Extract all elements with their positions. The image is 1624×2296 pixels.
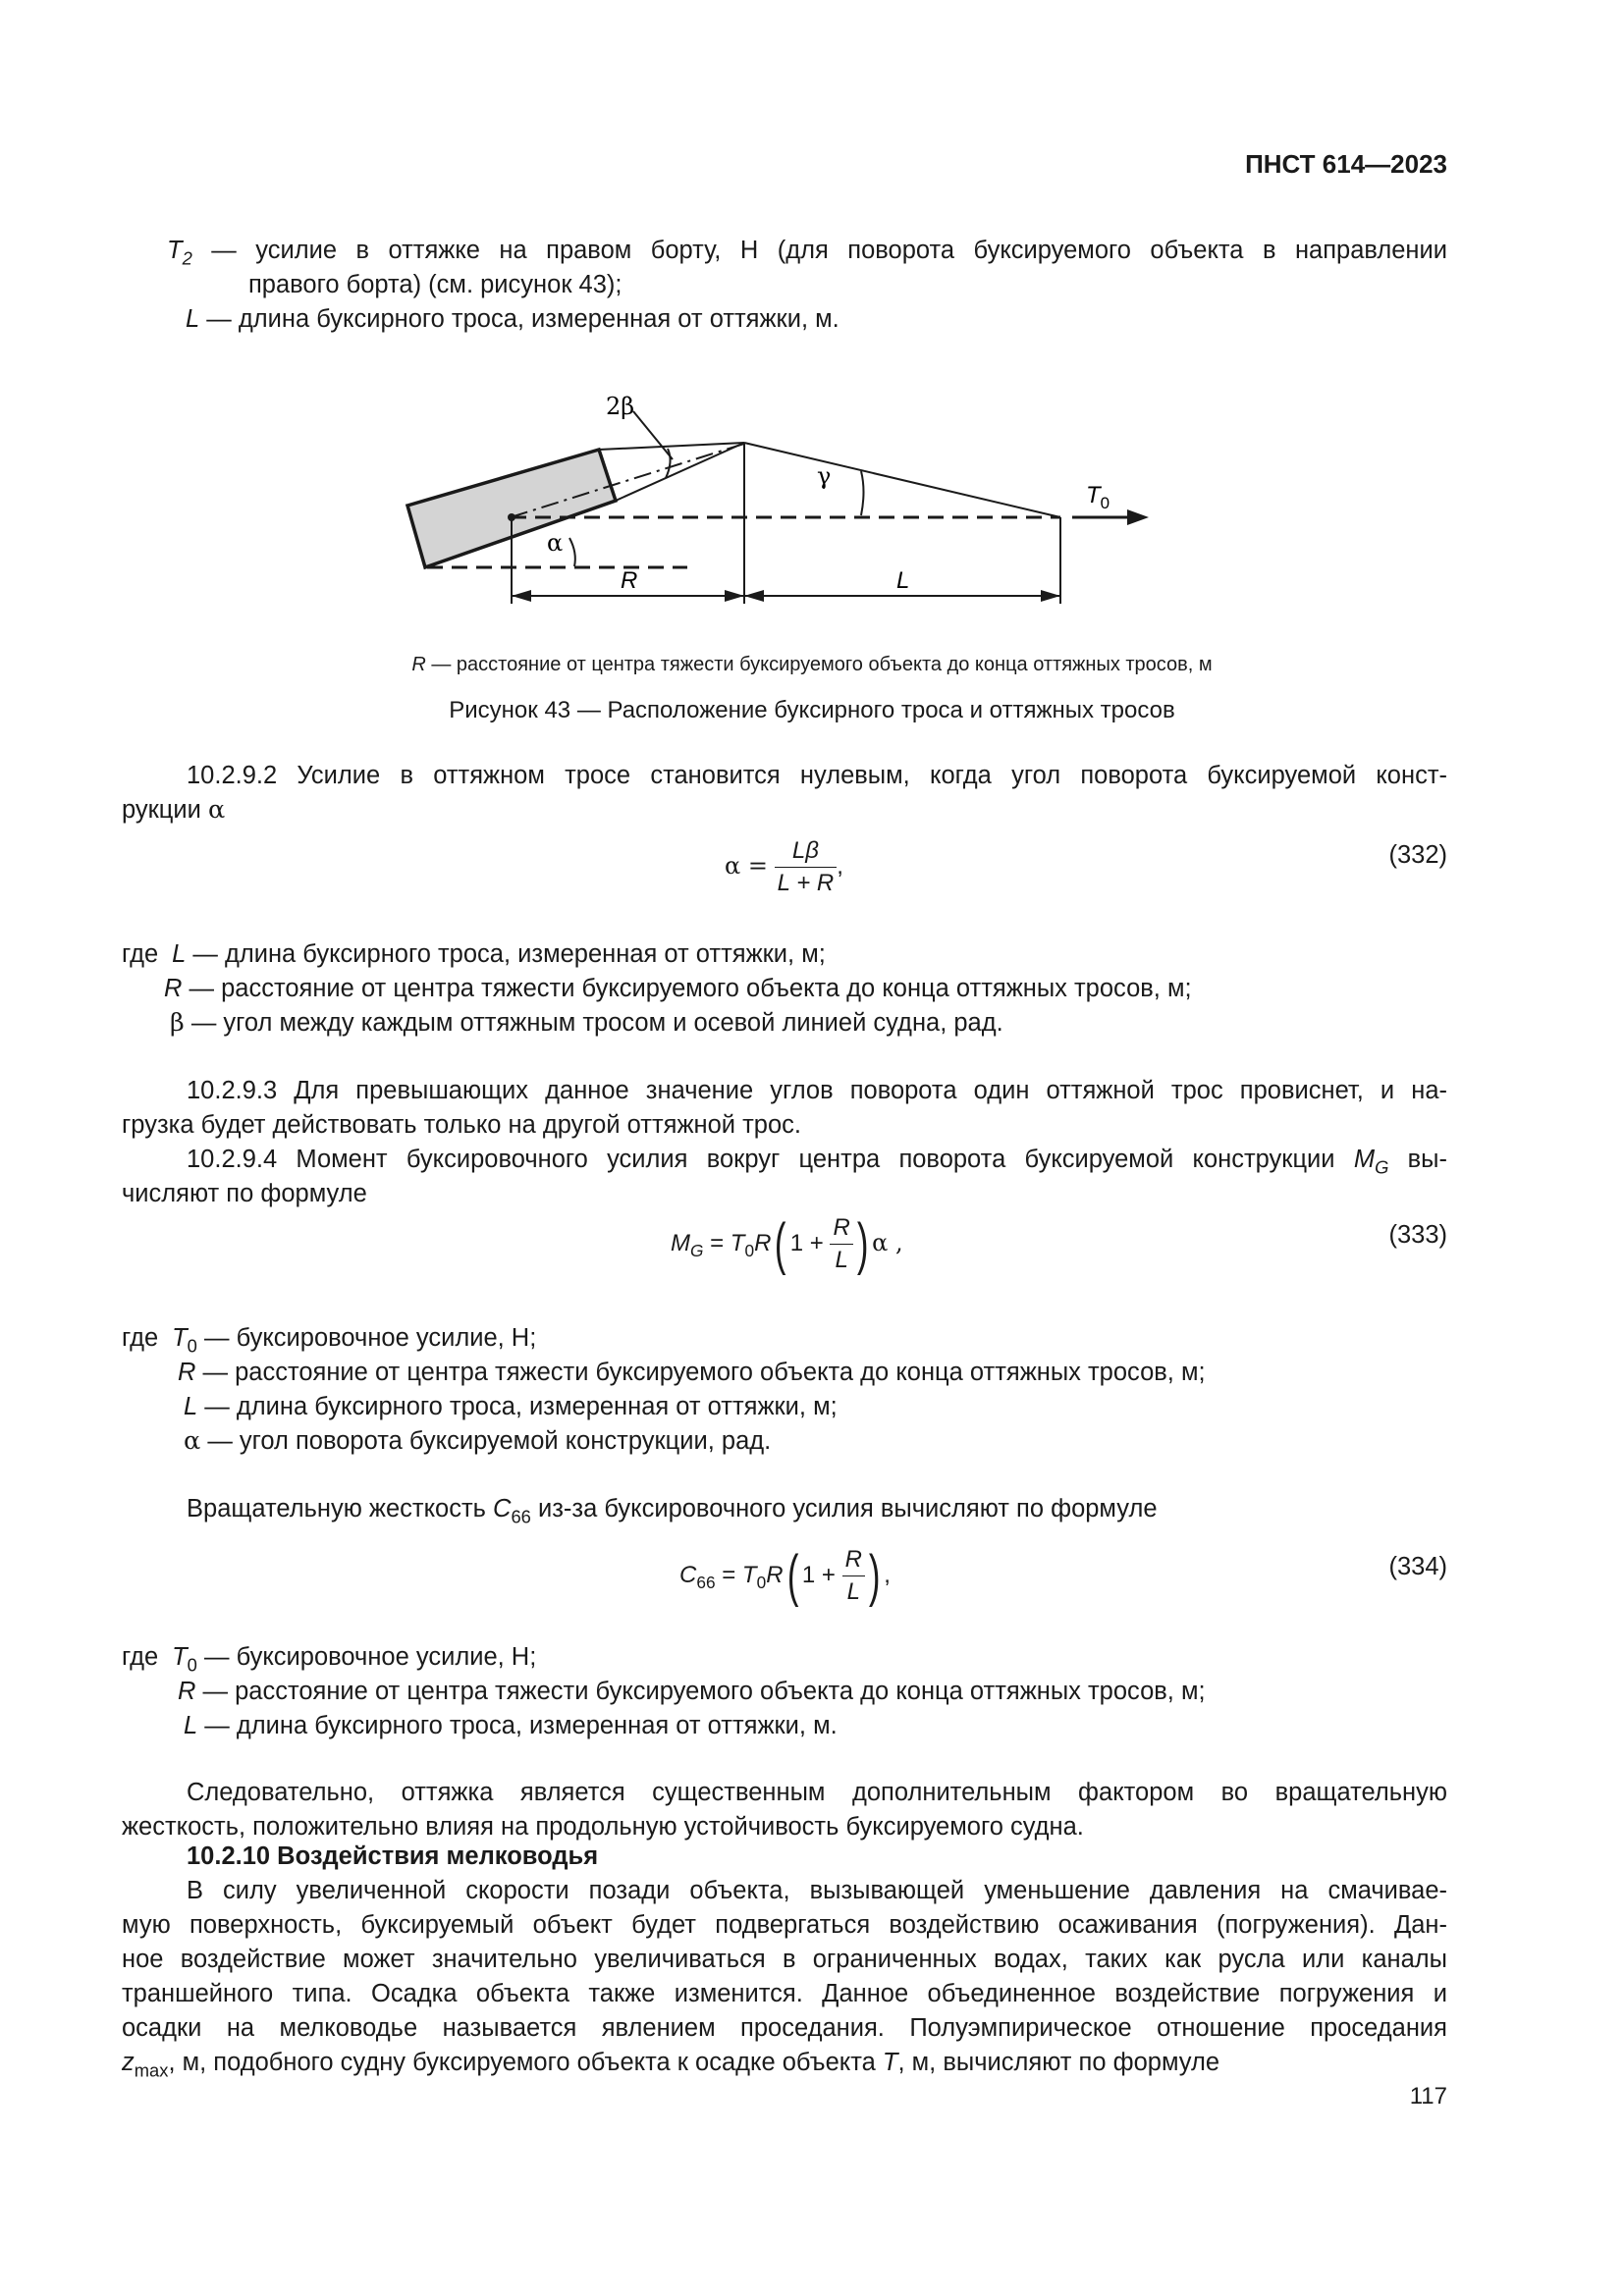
definitions-334: где $T_0$ — буксировочное усилие, Н; R — расстояние от центра тяжести буксируемого объекта до конца оттяжных тросов, м; L — длина буксирного троса, измеренная от оттяжки, м.	[122, 1643, 1206, 1739]
figure-43-diagram	[373, 378, 1178, 633]
equation-number-332: (332)	[1388, 841, 1447, 869]
equation-number-334: (334)	[1388, 1553, 1447, 1580]
figure-title: Рисунок 43 — Расположение буксирного троса и оттяжных тросов	[449, 697, 1175, 723]
arrow-head	[1127, 509, 1149, 525]
definition-row: $T_2$ — усилие в оттяжке на правом борту, Н (для поворота буксируемого объекта в направлении	[167, 237, 1447, 269]
paragraph-10-2-9-2: 10.2.9.2 Усилие в оттяжном тросе становится нулевым, когда угол поворота буксируемой конст- рукции α	[122, 762, 1447, 825]
definitions-top	[167, 234, 1447, 337]
paragraph-c66: Вращательную жесткость $C_{66}$ из-за буксировочного усилия вычисляют по формуле	[187, 1495, 1158, 1527]
def-text: длина буксирного троса, измеренная от оттяжки, м.	[238, 305, 839, 333]
paragraph-conclusion: Следовательно, оттяжка является существенным дополнительным фактором во вращательную жесткость, положительно влияя на продольную устойчивость буксируемого судна.	[122, 1779, 1447, 1841]
tow-line	[744, 443, 1060, 517]
label-R: R	[621, 567, 638, 594]
equation-332: α = $\frac{L\beta}{L + R}$ ,	[725, 837, 843, 896]
page-number: 117	[1409, 2083, 1447, 2109]
definition-continuation: правого борта) (см. рисунок 43);	[248, 271, 623, 298]
section-heading-10-2-10: 10.2.10 Воздействия мелководья	[187, 1842, 599, 1870]
equation-number-333: (333)	[1388, 1221, 1447, 1249]
label-gamma: γ	[817, 462, 832, 490]
figure-legend: R — расстояние от центра тяжести буксируемого объекта до конца оттяжных тросов, м	[411, 654, 1213, 675]
equation-334: $C_{66} = T_0R$( 1 + $\frac{R}{L}$ ) ,	[679, 1543, 891, 1608]
label-2beta: 2β	[606, 393, 635, 420]
label-L: L	[896, 567, 910, 594]
equation-333: $M_G = T_0R$( 1 + $\frac{R}{L}$ ) α ,	[671, 1211, 903, 1276]
document-code: ПНСТ 614—2023	[1245, 149, 1447, 179]
paragraph-10-2-9-4: 10.2.9.4 Момент буксировочного усилия вокруг центра поворота буксируемой конструкции $M_G$ вы- числяют по формуле	[122, 1146, 1447, 1207]
paragraph-shallow-water: В силу увеличенной скорости позади объекта, вызывающей уменьшение давления на смачивае- мую поверхность, буксируемый объект будет подвергаться воздействию осаживания (погружения). Дан- ное воздействие может значительно увеличиваться в ограниченных водах, таких как русла или каналы траншейного типа. Осадка объекта также изменится. Данное объединенное воздействие погружения и осадки на мелководье называется явлением проседания. Полуэмпирическое отношение проседания $z_{max}$, м, подобного судну буксируемого объекта к осадке объекта T, м, вычисляют по формуле	[122, 1877, 1447, 2081]
bridle-line-1	[599, 443, 744, 450]
def-symbol: $T_2$	[167, 237, 192, 269]
definitions-333: где $T_0$ — буксировочное усилие, Н; R — расстояние от центра тяжести буксируемого объекта до конца оттяжных тросов, м; L — длина буксирного троса, измеренная от оттяжки, м; α — угол поворота буксируемой конструкции, рад.	[122, 1324, 1206, 1456]
paragraph-10-2-9-3: 10.2.9.3 Для превышающих данное значение углов поворота один оттяжной трос провиснет, и на- грузка будет действовать только на другой оттяжной трос.	[122, 1077, 1447, 1139]
definitions-332: где L — длина буксирного троса, измеренная от оттяжки, м; R — расстояние от центра тяжести буксируемого объекта до конца оттяжных тросов, м; β — угол между каждым оттяжным тросом и осевой линией судна, рад.	[122, 940, 1192, 1038]
label-T0: $T_0$	[1086, 482, 1110, 512]
def-text: усилие в оттяжке на правом борту, Н (для поворота буксируемого объекта в направлении	[255, 237, 1447, 264]
label-alpha: α	[547, 529, 564, 557]
def-symbol: L	[186, 305, 200, 333]
gamma-arc	[861, 471, 864, 515]
bridle-line-2	[616, 443, 744, 501]
beta-leader	[633, 411, 673, 459]
alpha-arc	[569, 538, 575, 566]
definition-row: L — длина буксирного троса, измеренная от оттяжки, м.	[186, 305, 839, 333]
